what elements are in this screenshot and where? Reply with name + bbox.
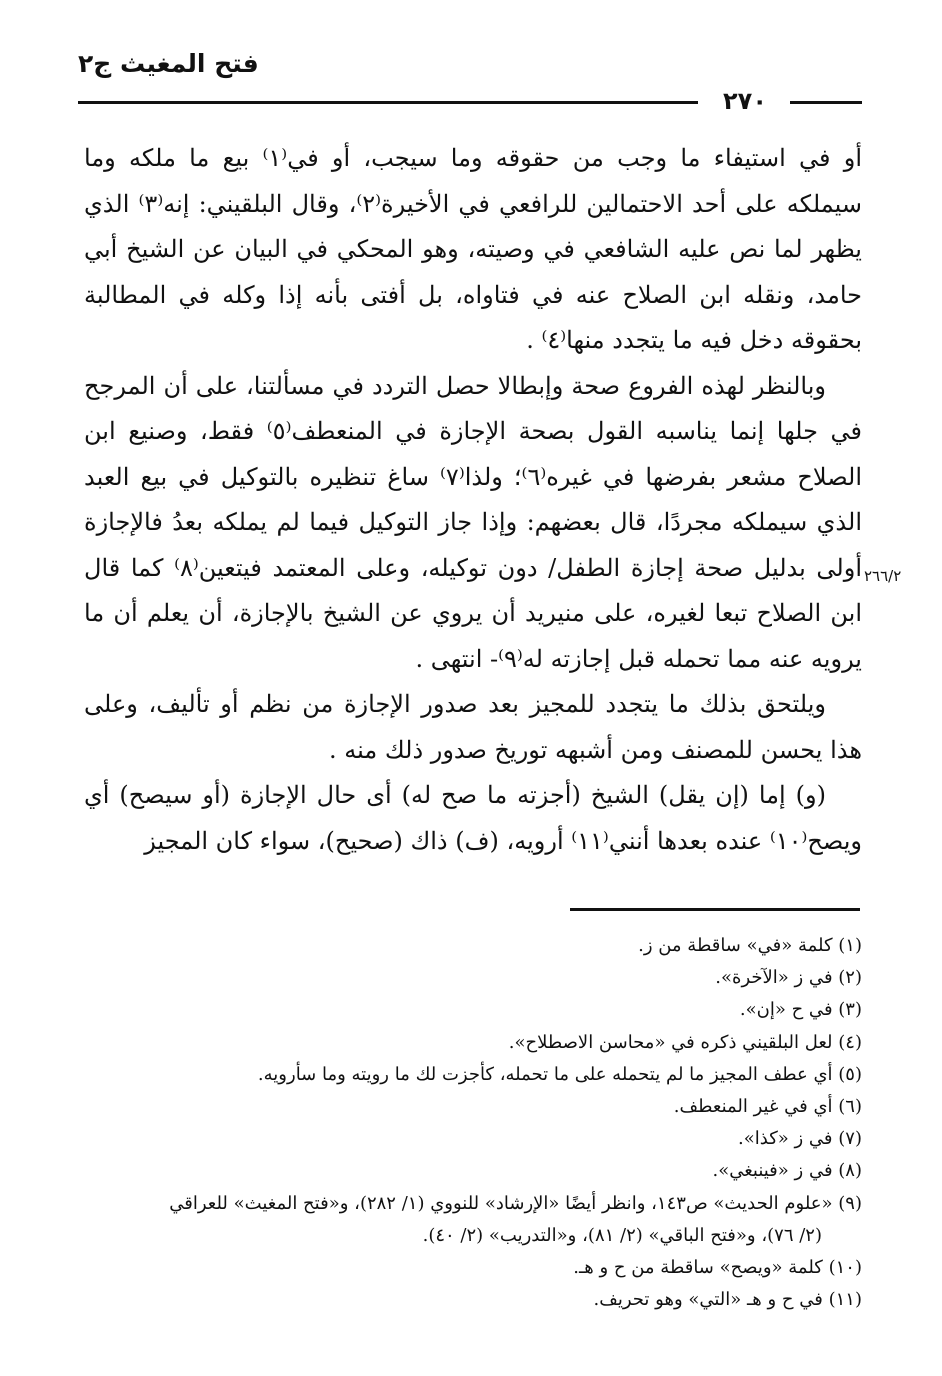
footnote-2: (٢) في ز «الآخرة».	[715, 967, 862, 989]
footnote-7: (٧) في ز «كذا».	[738, 1128, 862, 1150]
paragraph-2: وبالنظر لهذه الفروع صحة وإبطالا حصل التردد في مسألتنا، على أن المرجح في جلها إنما يناسبه القول بصحة الإجازة في المنعطف⁽٥⁾ فقط، وصنيع ابن الصلاح مشعر بفرضها في غيره⁽٦⁾؛ ولذا⁽٧⁾ ساغ تنظيره بالتوكيل في بيع العبد الذي سيملكه مجردًا، قال بعضهم: وإذا جاز التوكيل فيما لم يملكه بعدُ فالإجازة أولى بدليل صحة إجازة الطفل/ دون توكيله، وعلى المعتمد فيتعين⁽٨⁾ كما قال ابن الصلاح تبعا لغيره، على منيريد أن يروي عن الشيخ بالإجازة، أن يعلم أن ما يرويه عنه مما تحمله قبل إجازته له⁽٩⁾- انتهى .	[84, 371, 863, 673]
footnote-10: (١٠) كلمة «ويصح» ساقطة من ح و هـ.	[573, 1257, 862, 1279]
running-header-title: فتح المغيث ج٢	[78, 49, 259, 78]
header-rule-left	[78, 101, 698, 104]
paragraph-3: ويلتحق بذلك ما يتجدد للمجيز بعد صدور الإجازة من نظم أو تأليف، وعلى هذا يحسن للمصنف ومن أشبهه توريخ صدور ذلك منه .	[84, 690, 862, 764]
paragraph-4: (و) إما (إن يقل) الشيخ (أجزته ما صح له) أى حال الإجازة (أو سيصح) أي ويصح⁽١٠⁾ عنده بعدها أنني⁽١١⁾ أرويه، (ف) ذاك (صحيح)، سواء كان المجيز	[84, 781, 862, 855]
footnote-8: (٨) في ز «فينبغي».	[712, 1160, 862, 1182]
footnotes	[84, 930, 862, 1316]
page-number: ٢٧٠	[723, 87, 767, 115]
margin-volume-page-ref: ٢٦٦/٢	[864, 567, 902, 585]
footnote-9: (٩) «علوم الحديث» ص١٤٣، وانظر أيضًا «الإرشاد» للنووي (١/ ٢٨٢)، و«فتح المغيث» للعراقي	[169, 1192, 862, 1214]
paragraph-1: أو في استيفاء ما وجب من حقوقه وما سيجب، أو في⁽١⁾ بيع ما ملكه وما سيملكه على أحد الاحتمالين للرافعي في الأخيرة⁽٢⁾، وقال البلقيني: إنه⁽٣⁾ الذي يظهر لما نص عليه الشافعي في وصيته، وهو المحكي في البيان عن الشيخ أبي حامد، ونقله ابن الصلاح عنه في فتاواه، بل أفتى بأنه إذا وكله في المطالبة بحقوقه دخل فيه ما يتجدد منها⁽٤⁾ .	[84, 144, 863, 354]
footnote-6: (٦) أي في غير المنعطف.	[673, 1096, 862, 1118]
footnote-3: (٣) في ح «إن».	[739, 999, 862, 1021]
footnote-separator	[570, 908, 860, 911]
footnote-11: (١١) في ح و هـ «التي» وهو تحريف.	[593, 1289, 862, 1311]
main-text	[84, 136, 862, 864]
footnote-4: (٤) لعل البلقيني ذكره في «محاسن الاصطلاح».	[508, 1031, 862, 1053]
footnote-9-continued: (٢/ ٧٦)، و«فتح الباقي» (٢/ ٨١)، و«التدريب» (٢/ ٤٠).	[422, 1224, 822, 1246]
footnote-5: (٥) أي عطف المجيز ما لم يتحمله على ما تحمله، كأجزت لك ما رويته وما سأرويه.	[257, 1063, 862, 1085]
footnote-1: (١) كلمة «في» ساقطة من ز.	[638, 935, 862, 956]
header-rule-right	[790, 101, 862, 104]
